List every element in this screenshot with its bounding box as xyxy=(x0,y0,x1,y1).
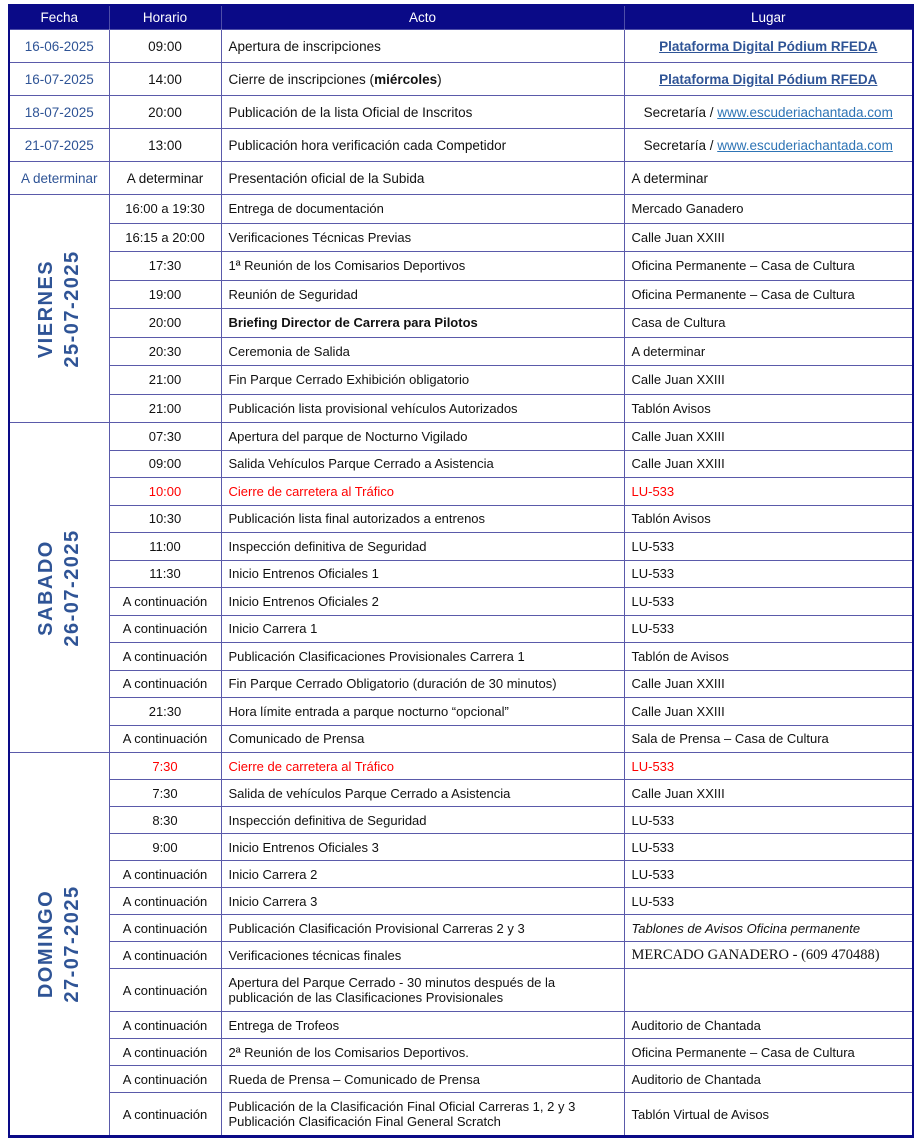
cell-lugar xyxy=(624,834,913,861)
cell-acto xyxy=(221,280,624,309)
text-run: LU-533 xyxy=(631,839,675,855)
cell-fecha: 16-07-2025 xyxy=(9,63,109,96)
cell-lugar xyxy=(624,195,913,224)
table-row xyxy=(9,615,913,643)
text-run: Casa de Cultura xyxy=(631,315,726,331)
text-run: Ceremonia de Salida xyxy=(228,343,350,359)
text-run: Cierre de carretera al Tráfico xyxy=(228,483,394,499)
cell-horario: A continuación xyxy=(109,1066,221,1093)
cell-horario: A continuación xyxy=(109,969,221,1012)
cell-acto xyxy=(221,96,624,129)
table-row xyxy=(9,505,913,533)
cell-horario: A continuación xyxy=(109,915,221,942)
cell-acto xyxy=(221,888,624,915)
header-cell-fecha: Fecha xyxy=(9,5,109,30)
cell-horario: A determinar xyxy=(109,162,221,195)
cell-lugar xyxy=(624,129,913,162)
text-run: Entrega de documentación xyxy=(228,201,384,217)
header-cell-horario: Horario xyxy=(109,5,221,30)
day-date: 25-07-2025 xyxy=(61,249,84,368)
text-run: LU-533 xyxy=(631,812,675,828)
cell-acto xyxy=(221,450,624,478)
cell-lugar xyxy=(624,888,913,915)
table-row xyxy=(9,96,913,129)
cell-fecha: 18-07-2025 xyxy=(9,96,109,129)
text-run: Secretaría / xyxy=(643,104,718,120)
table-row xyxy=(9,129,913,162)
cell-lugar xyxy=(624,394,913,423)
cell-acto xyxy=(221,1012,624,1039)
cell-acto xyxy=(221,698,624,726)
cell-acto xyxy=(221,478,624,506)
cell-horario: 20:00 xyxy=(109,309,221,338)
header-cell-acto: Acto xyxy=(221,5,624,30)
text-run: Inicio Entrenos Oficiales 3 xyxy=(228,839,379,855)
table-row xyxy=(9,698,913,726)
cell-acto xyxy=(221,394,624,423)
day-cell-sabado xyxy=(9,423,109,753)
cell-acto xyxy=(221,560,624,588)
schedule-table xyxy=(8,4,914,1138)
day-name: DOMINGO xyxy=(35,889,58,999)
text-run: LU-533 xyxy=(631,621,675,637)
text-run: Rueda de Prensa – Comunicado de Prensa xyxy=(228,1071,480,1087)
podium-rfeda-link[interactable]: Plataforma Digital Pódium RFEDA xyxy=(659,71,878,87)
cell-acto xyxy=(221,861,624,888)
table-row xyxy=(9,280,913,309)
cell-horario: 7:30 xyxy=(109,780,221,807)
text-run: Sala de Prensa – Casa de Cultura xyxy=(631,731,829,747)
day-cell-viernes xyxy=(9,195,109,423)
table-row xyxy=(9,337,913,366)
cell-lugar xyxy=(624,505,913,533)
text-run: A determinar xyxy=(631,170,709,186)
text-run: Apertura del parque de Nocturno Vigilado xyxy=(228,428,468,444)
cell-horario: A continuación xyxy=(109,1012,221,1039)
text-run: Inicio Carrera 3 xyxy=(228,893,318,909)
cell-acto xyxy=(221,915,624,942)
table-row xyxy=(9,423,913,451)
cell-acto xyxy=(221,505,624,533)
table-row xyxy=(9,915,913,942)
cell-horario: A continuación xyxy=(109,670,221,698)
text-run: Auditorio de Chantada xyxy=(631,1071,761,1087)
text-run: Inspección definitiva de Seguridad xyxy=(228,812,427,828)
cell-lugar xyxy=(624,753,913,780)
header-row xyxy=(9,5,913,30)
cell-lugar xyxy=(624,223,913,252)
text-run: Cierre de inscripciones ( xyxy=(228,71,375,87)
table-row xyxy=(9,969,913,1012)
cell-horario: 10:00 xyxy=(109,478,221,506)
cell-acto xyxy=(221,807,624,834)
table-row xyxy=(9,30,913,63)
cell-acto xyxy=(221,670,624,698)
table-row xyxy=(9,807,913,834)
cell-horario: 20:30 xyxy=(109,337,221,366)
text-run: LU-533 xyxy=(631,866,675,882)
day-date: 26-07-2025 xyxy=(61,528,84,647)
table-row xyxy=(9,1093,913,1137)
cell-acto xyxy=(221,309,624,338)
text-run: Oficina Permanente – Casa de Cultura xyxy=(631,258,855,274)
cell-acto xyxy=(221,969,624,1012)
text-run: Tablón de Avisos xyxy=(631,648,729,664)
text-run: Fin Parque Cerrado Obligatorio (duración de 30 minutos) xyxy=(228,676,557,692)
text-run: Tablones de Avisos Oficina permanente xyxy=(631,920,861,936)
cell-acto xyxy=(221,195,624,224)
table-row xyxy=(9,478,913,506)
day-label-domingo xyxy=(33,885,85,1002)
text-run: Tablón Avisos xyxy=(631,511,711,527)
cell-acto xyxy=(221,223,624,252)
cell-lugar xyxy=(624,915,913,942)
cell-horario: 16:00 a 19:30 xyxy=(109,195,221,224)
cell-horario: 09:00 xyxy=(109,450,221,478)
text-run: Calle Juan XXIII xyxy=(631,676,725,692)
cell-horario: 21:00 xyxy=(109,366,221,395)
cell-horario: 20:00 xyxy=(109,96,221,129)
table-row xyxy=(9,394,913,423)
cell-acto xyxy=(221,30,624,63)
cell-horario: 11:30 xyxy=(109,560,221,588)
table-row xyxy=(9,1039,913,1066)
cell-fecha: 21-07-2025 xyxy=(9,129,109,162)
cell-fecha: 16-06-2025 xyxy=(9,30,109,63)
text-run: LU-533 xyxy=(631,593,675,609)
cell-horario: 21:00 xyxy=(109,394,221,423)
day-cell-domingo xyxy=(9,753,109,1137)
cell-lugar xyxy=(624,942,913,969)
cell-acto xyxy=(221,942,624,969)
table-row xyxy=(9,753,913,780)
cell-lugar xyxy=(624,725,913,753)
cell-lugar xyxy=(624,423,913,451)
text-run: Calle Juan XXIII xyxy=(631,703,725,719)
table-row xyxy=(9,195,913,224)
text-run: Publicación hora verificación cada Competidor xyxy=(228,137,507,153)
text-run: Inicio Carrera 1 xyxy=(228,621,318,637)
cell-horario: A continuación xyxy=(109,888,221,915)
table-row xyxy=(9,560,913,588)
table-row xyxy=(9,588,913,616)
cell-lugar xyxy=(624,780,913,807)
cell-lugar xyxy=(624,96,913,129)
day-label-sabado xyxy=(33,529,85,646)
cell-lugar xyxy=(624,670,913,698)
table-row xyxy=(9,861,913,888)
text-run: Apertura del Parque Cerrado - 30 minutos después de la xyxy=(228,975,556,990)
cell-lugar xyxy=(624,280,913,309)
cell-lugar xyxy=(624,1012,913,1039)
day-label-viernes xyxy=(33,250,85,367)
text-run: Oficina Permanente – Casa de Cultura xyxy=(631,1044,855,1060)
cell-lugar xyxy=(624,643,913,671)
cell-horario: 13:00 xyxy=(109,129,221,162)
text-run: Publicación de la lista Oficial de Inscritos xyxy=(228,104,473,120)
escuderia-website-link[interactable]: www.escuderiachantada.com xyxy=(717,104,893,120)
table-row xyxy=(9,942,913,969)
cell-lugar xyxy=(624,366,913,395)
cell-lugar xyxy=(624,560,913,588)
cell-lugar xyxy=(624,309,913,338)
day-name: SABADO xyxy=(35,539,58,636)
text-run: Auditorio de Chantada xyxy=(631,1017,761,1033)
cell-lugar xyxy=(624,807,913,834)
text-run: MERCADO GANADERO - (609 470488) xyxy=(631,946,880,963)
table-row xyxy=(9,834,913,861)
text-run: Publicación lista provisional vehículos Autorizados xyxy=(228,400,518,416)
table-row xyxy=(9,252,913,281)
cell-acto xyxy=(221,63,624,96)
text-run: Publicación de la Clasificación Final Oficial Carreras 1, 2 y 3 xyxy=(228,1099,576,1114)
cell-lugar xyxy=(624,969,913,1012)
cell-acto xyxy=(221,423,624,451)
cell-horario: A continuación xyxy=(109,615,221,643)
cell-lugar xyxy=(624,450,913,478)
cell-acto xyxy=(221,533,624,561)
escuderia-website-link[interactable]: www.escuderiachantada.com xyxy=(717,137,893,153)
text-run: 1ª Reunión de los Comisarios Deportivos xyxy=(228,258,466,274)
cell-lugar xyxy=(624,533,913,561)
table-row xyxy=(9,643,913,671)
table-row xyxy=(9,63,913,96)
text-run: Inspección definitiva de Seguridad xyxy=(228,538,427,554)
cell-lugar xyxy=(624,1039,913,1066)
text-run: Calle Juan XXIII xyxy=(631,372,725,388)
cell-acto xyxy=(221,252,624,281)
cell-horario: A continuación xyxy=(109,588,221,616)
text-run: Tablón Virtual de Avisos xyxy=(631,1106,770,1122)
text-run: A determinar xyxy=(631,343,706,359)
cell-horario: 14:00 xyxy=(109,63,221,96)
text-run: Briefing Director de Carrera para Pilotos xyxy=(228,315,478,331)
text-run: Publicación Clasificaciones Provisionales Carrera 1 xyxy=(228,648,525,664)
cell-acto xyxy=(221,615,624,643)
table-row xyxy=(9,1012,913,1039)
cell-horario: 21:30 xyxy=(109,698,221,726)
text-run: Inicio Entrenos Oficiales 1 xyxy=(228,566,379,582)
text-run: Hora límite entrada a parque nocturno “opcional” xyxy=(228,703,509,719)
cell-lugar xyxy=(624,63,913,96)
cell-lugar xyxy=(624,252,913,281)
table-row xyxy=(9,366,913,395)
cell-lugar xyxy=(624,615,913,643)
cell-horario: A continuación xyxy=(109,725,221,753)
cell-horario: A continuación xyxy=(109,1039,221,1066)
text-run: Oficina Permanente – Casa de Cultura xyxy=(631,286,855,302)
table-row xyxy=(9,223,913,252)
text-run: Secretaría / xyxy=(643,137,718,153)
table-row xyxy=(9,162,913,195)
text-run: Verificaciones Técnicas Previas xyxy=(228,229,412,245)
text-run: publicación de las Clasificaciones Provisionales xyxy=(228,990,504,1005)
cell-acto xyxy=(221,834,624,861)
text-run: Calle Juan XXIII xyxy=(631,456,725,472)
cell-lugar xyxy=(624,1066,913,1093)
text-run: LU-533 xyxy=(631,538,675,554)
cell-lugar xyxy=(624,698,913,726)
text-run: Salida de vehículos Parque Cerrado a Asistencia xyxy=(228,785,511,801)
text-run: Inicio Entrenos Oficiales 2 xyxy=(228,593,379,609)
text-run: miércoles xyxy=(374,71,438,87)
text-run: Comunicado de Prensa xyxy=(228,731,365,747)
cell-acto xyxy=(221,780,624,807)
cell-horario: 8:30 xyxy=(109,807,221,834)
cell-acto xyxy=(221,643,624,671)
cell-acto xyxy=(221,337,624,366)
text-run: Publicación lista final autorizados a entrenos xyxy=(228,511,486,527)
cell-acto xyxy=(221,1093,624,1137)
table-body xyxy=(9,30,913,1137)
table-row xyxy=(9,670,913,698)
cell-horario: A continuación xyxy=(109,942,221,969)
cell-horario: A continuación xyxy=(109,1093,221,1137)
header-cell-lugar: Lugar xyxy=(624,5,913,30)
cell-acto xyxy=(221,1066,624,1093)
cell-lugar xyxy=(624,478,913,506)
table-row xyxy=(9,888,913,915)
text-run: LU-533 xyxy=(631,566,675,582)
cell-lugar xyxy=(624,588,913,616)
table-row xyxy=(9,450,913,478)
cell-acto xyxy=(221,162,624,195)
cell-fecha: A determinar xyxy=(9,162,109,195)
cell-horario: A continuación xyxy=(109,643,221,671)
cell-horario: 9:00 xyxy=(109,834,221,861)
cell-horario: 7:30 xyxy=(109,753,221,780)
table-row xyxy=(9,780,913,807)
text-run: LU-533 xyxy=(631,893,675,909)
table-row xyxy=(9,725,913,753)
text-run: Salida Vehículos Parque Cerrado a Asistencia xyxy=(228,456,494,472)
table-row xyxy=(9,533,913,561)
text-run: 2ª Reunión de los Comisarios Deportivos. xyxy=(228,1044,469,1060)
podium-rfeda-link[interactable]: Plataforma Digital Pódium RFEDA xyxy=(659,38,878,54)
table-header xyxy=(9,5,913,30)
day-date: 27-07-2025 xyxy=(61,885,84,1003)
cell-horario: 10:30 xyxy=(109,505,221,533)
cell-lugar xyxy=(624,861,913,888)
text-run: Entrega de Trofeos xyxy=(228,1017,340,1033)
cell-lugar xyxy=(624,162,913,195)
text-run: Verificaciones técnicas finales xyxy=(228,947,402,963)
text-run: Calle Juan XXIII xyxy=(631,229,725,245)
cell-horario: 07:30 xyxy=(109,423,221,451)
text-run: Reunión de Seguridad xyxy=(228,286,358,302)
text-run: Cierre de carretera al Tráfico xyxy=(228,758,394,774)
table-row xyxy=(9,309,913,338)
table-row xyxy=(9,1066,913,1093)
text-run: Presentación oficial de la Subida xyxy=(228,170,425,186)
text-run: Tablón Avisos xyxy=(631,400,711,416)
cell-acto xyxy=(221,1039,624,1066)
cell-horario: A continuación xyxy=(109,861,221,888)
cell-acto xyxy=(221,588,624,616)
cell-horario: 19:00 xyxy=(109,280,221,309)
cell-lugar xyxy=(624,337,913,366)
cell-acto xyxy=(221,753,624,780)
cell-lugar xyxy=(624,1093,913,1137)
cell-horario: 11:00 xyxy=(109,533,221,561)
day-name: VIERNES xyxy=(35,259,58,358)
cell-acto xyxy=(221,725,624,753)
text-run: Inicio Carrera 2 xyxy=(228,866,318,882)
cell-acto xyxy=(221,366,624,395)
text-run: Fin Parque Cerrado Exhibición obligatorio xyxy=(228,372,470,388)
text-run: LU-533 xyxy=(631,483,675,499)
cell-horario: 16:15 a 20:00 xyxy=(109,223,221,252)
text-run: Calle Juan XXIII xyxy=(631,428,725,444)
cell-horario: 09:00 xyxy=(109,30,221,63)
cell-lugar xyxy=(624,30,913,63)
cell-acto xyxy=(221,129,624,162)
text-run: Mercado Ganadero xyxy=(631,201,744,217)
text-run: Calle Juan XXIII xyxy=(631,785,725,801)
text-run: LU-533 xyxy=(631,758,675,774)
cell-horario: 17:30 xyxy=(109,252,221,281)
text-run: Publicación Clasificación Provisional Carreras 2 y 3 xyxy=(228,920,525,936)
text-run: Apertura de inscripciones xyxy=(228,38,381,54)
text-run: ) xyxy=(437,71,442,87)
text-run: Publicación Clasificación Final General Scratch xyxy=(228,1114,501,1129)
